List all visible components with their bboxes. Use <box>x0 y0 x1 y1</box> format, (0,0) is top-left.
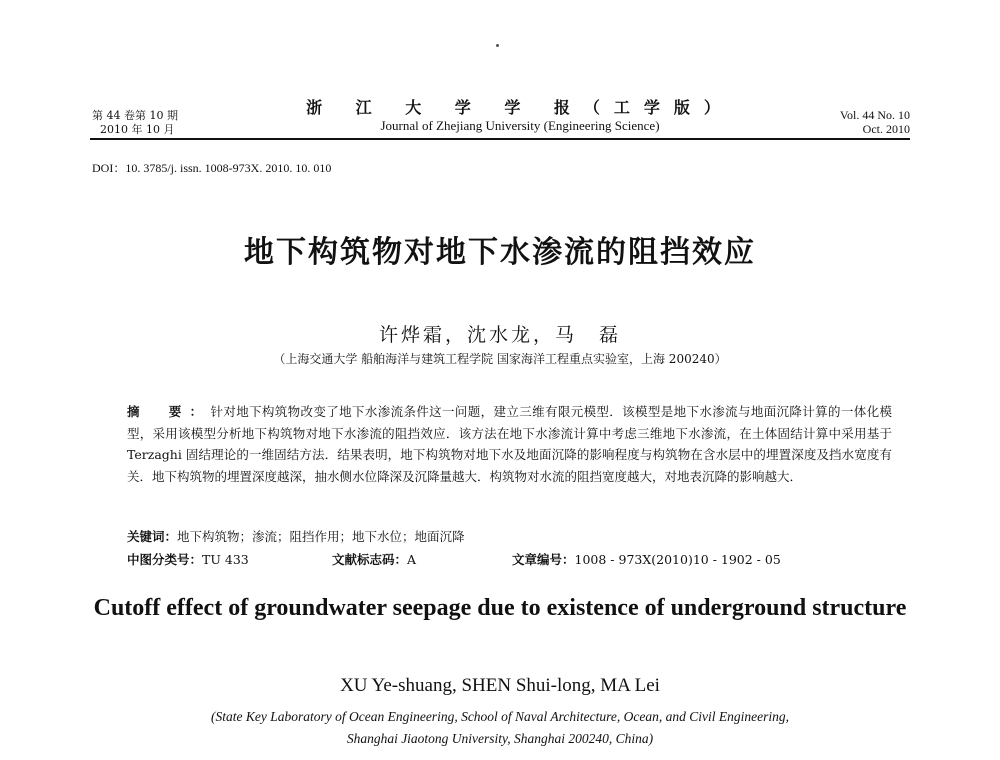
paper-title-en: Cutoff effect of groundwater seepage due to existence of underground structure <box>93 595 907 621</box>
abstract-cn <box>127 401 892 487</box>
journal-masthead <box>300 98 740 134</box>
article-no-label: 文章编号： <box>512 552 575 567</box>
doc-code-item <box>332 550 512 568</box>
abstract-label: 摘 要： <box>127 404 211 419</box>
affiliation-en-line2: Shanghai Jiaotong University, Shanghai 200240, China) <box>346 731 654 746</box>
clc-value: TU 433 <box>202 552 249 567</box>
doc-code-label: 文献标志码： <box>332 552 408 567</box>
volume-en: Vol. 44 No. 10 <box>839 108 910 122</box>
date-en: Oct. 2010 <box>862 122 910 136</box>
abstract-text: 针对地下构筑物改变了地下水渗流条件这一问题，建立三维有限元模型．该模型是地下水渗流与地面沉降计算的一体化模型，采用该模型分析地下构筑物对地下水渗流的阻挡效应．该方法在地下水渗流计算中考虑三维地下水渗流，在土体固结计算中采用基于 Terzaghi 固结理论的一维固结方法．结果表明，地下构筑物对地下水及地面沉降的影响程度与构筑物在含水层中的埋置深度及挡水宽度有关．地下构筑物的埋置深度越深，抽水侧水位降深及沉降量越大．构筑物对水流的阻挡宽度越大，对地表沉降的影响越大． <box>127 404 892 484</box>
affiliation-en-line1: (State Key Laboratory of Ocean Engineering, School of Naval Architecture, Ocean, and Civil Engineering, <box>210 709 789 724</box>
header-rule <box>90 138 910 140</box>
volume-cn: 第 44 卷第 10 期 <box>92 109 178 122</box>
article-no-item <box>512 550 781 568</box>
keywords-text: 地下构筑物；渗流；阻挡作用；地下水位；地面沉降 <box>177 529 465 544</box>
scan-speck <box>496 44 499 47</box>
journal-name-en: Journal of Zhejiang University (Engineering Science) <box>380 118 660 133</box>
paper-title-cn: 地下构筑物对地下水渗流的阻挡效应 <box>244 235 756 270</box>
journal-name-cn: 浙 江 大 学 学 报（工学版） <box>306 98 734 117</box>
clc-label: 中图分类号： <box>127 552 203 567</box>
affiliation-en <box>60 706 940 750</box>
header-volume-cn <box>92 109 178 137</box>
classification-line <box>127 550 892 568</box>
keywords-label: 关键词： <box>127 529 178 544</box>
affiliation-cn: （上海交通大学 船舶海洋与建筑工程学院 国家海洋工程重点实验室，上海 200240） <box>273 352 727 366</box>
doi-line[interactable]: DOI：10. 3785/j. issn. 1008-973X. 2010. 10. 010 <box>92 161 332 175</box>
authors-cn: 许烨霜，沈水龙，马 磊 <box>378 324 621 346</box>
doc-code-value: A <box>407 552 417 567</box>
authors-en: XU Ye-shuang, SHEN Shui-long, MA Lei <box>340 675 660 696</box>
clc-item <box>127 550 332 568</box>
header-volume-en <box>840 108 910 136</box>
keywords-cn <box>127 527 465 545</box>
article-no-value: 1008 - 973X(2010)10 - 1902 - 05 <box>574 552 781 567</box>
date-cn: 2010 年 10 月 <box>100 123 175 136</box>
